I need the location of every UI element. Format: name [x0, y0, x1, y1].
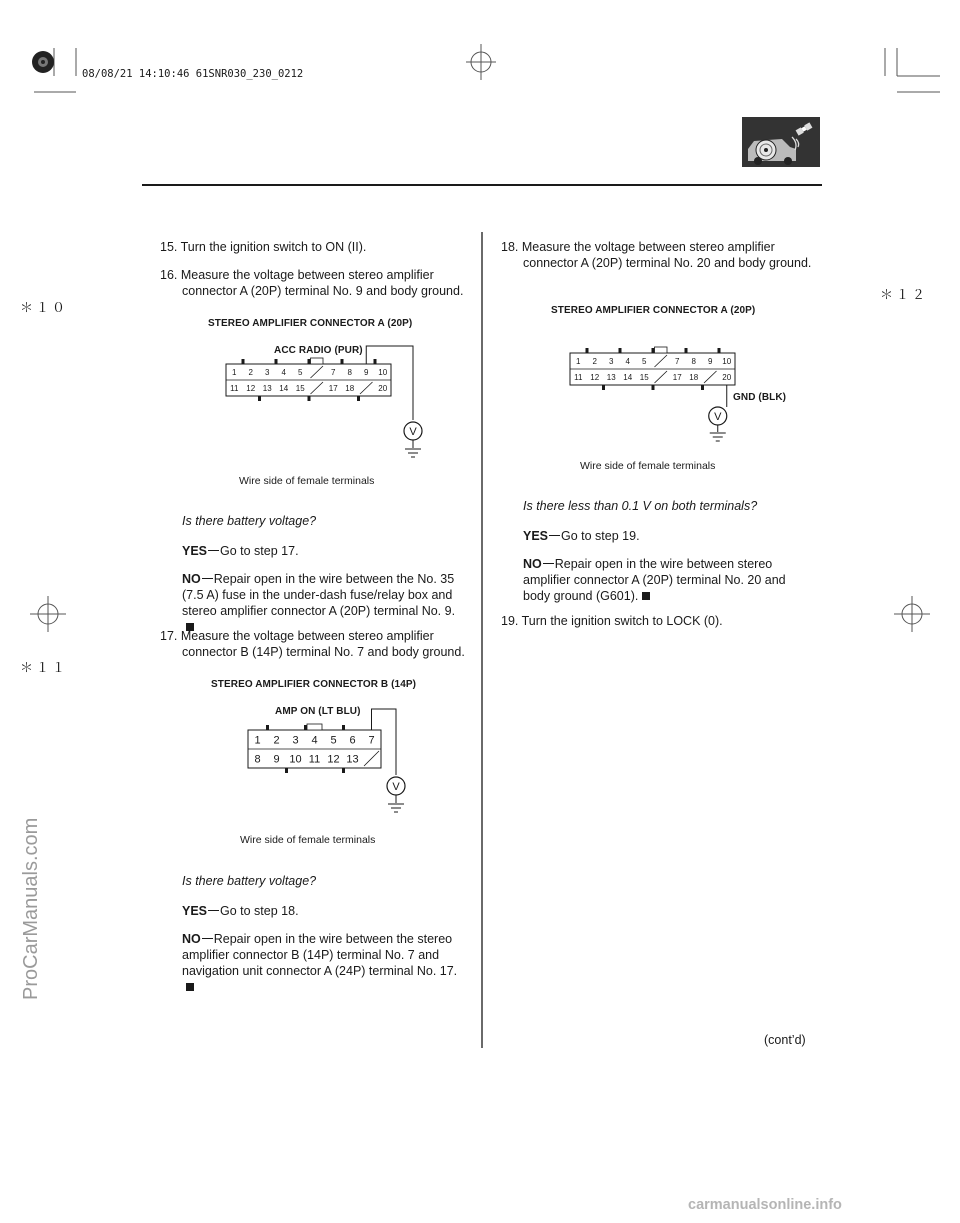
terminal-number: 18: [689, 372, 699, 382]
terminal-number: 2: [248, 367, 253, 377]
connector-pin-mark: [342, 768, 345, 773]
connector-a-diagram-1: [210, 336, 450, 466]
connector-pin-mark: [342, 725, 345, 730]
continued-label: (cont’d): [764, 1033, 806, 1047]
step-19: 19. Turn the ignition switch to LOCK (0).: [501, 614, 723, 628]
connector-pin-mark: [652, 348, 655, 353]
end-square-icon: [186, 983, 194, 991]
terminal-number: 17: [672, 372, 682, 382]
diagram-1-caption: Wire side of female terminals: [239, 475, 375, 487]
no-text: Repair open in the wire between the stereo amplifier connector B (14P) terminal No. 7 and navigation unit connector A (24P) terminal No. 17.: [182, 932, 458, 978]
terminal-number: 12: [246, 383, 256, 393]
connector-pin-mark: [586, 348, 589, 353]
terminal-number: 7: [368, 734, 375, 747]
diagram-2-title: STEREO AMPLIFIER CONNECTOR B (14P): [211, 679, 417, 690]
no-answer-2: [182, 931, 467, 995]
terminal-number: 14: [623, 372, 633, 382]
terminal-number: 5: [642, 356, 647, 366]
voltmeter-label: V: [409, 426, 417, 438]
connector-pin-mark: [308, 396, 311, 401]
terminal-number: 4: [311, 734, 318, 747]
terminal-number: 20: [722, 372, 732, 382]
no-answer-3: [523, 556, 803, 604]
terminal-number: 2: [273, 734, 280, 747]
terminal-number: 5: [330, 734, 337, 747]
terminal-number: 8: [254, 753, 261, 766]
terminal-number: 3: [265, 367, 270, 377]
terminal-number: 3: [292, 734, 299, 747]
yes-label: YES: [523, 529, 549, 543]
step-17: 17. Measure the voltage between stereo amplifier connector B (14P) terminal No. 7 and body ground.: [160, 629, 465, 659]
watermark-text: ProCarManuals.com: [20, 817, 42, 1000]
voltmeter-label: V: [392, 781, 400, 793]
connector-pin-mark: [701, 385, 704, 390]
connector-lock-tab: [307, 724, 322, 730]
connector-lock-tab: [311, 358, 324, 364]
terminal-number: 12: [327, 753, 340, 766]
terminal-number: 10: [378, 367, 388, 377]
terminal-number: 6: [349, 734, 356, 747]
connector-pin-mark: [602, 385, 605, 390]
connector-pin-mark: [242, 359, 245, 364]
audio-navigation-section-icon: [742, 117, 820, 167]
question-1: Is there battery voltage?: [182, 514, 317, 528]
terminal-number: 1: [232, 367, 237, 377]
terminal-number: 20: [378, 383, 388, 393]
page-marker-12: ＊１２: [880, 288, 929, 303]
question-2: Is there battery voltage?: [182, 874, 317, 888]
connector-pin-mark: [275, 359, 278, 364]
terminal-number: 10: [289, 753, 302, 766]
terminal-number: 10: [722, 356, 732, 366]
terminal-number: 8: [347, 367, 352, 377]
terminal-number: 17: [328, 383, 338, 393]
page-marker-11: ＊１１: [20, 661, 69, 676]
diagram-1-title: STEREO AMPLIFIER CONNECTOR A (20P): [208, 318, 413, 329]
yes-text: Go to step 17.: [220, 544, 299, 558]
terminal-number: 2: [592, 356, 597, 366]
connector-pin-mark: [652, 385, 655, 390]
no-label: NO: [182, 572, 201, 586]
no-answer-1: [182, 571, 457, 635]
step-18: 18. Measure the voltage between stereo amplifier connector A (20P) terminal No. 20 and body ground.: [501, 240, 812, 270]
terminal-number: 7: [331, 367, 336, 377]
yes-answer-3: [523, 528, 640, 544]
terminal-number: 18: [345, 383, 355, 393]
connector-pin-mark: [308, 359, 311, 364]
step-15: 15. Turn the ignition switch to ON (II).: [160, 240, 367, 254]
terminal-number: 1: [254, 734, 261, 747]
diagram-1-wire-label: ACC RADIO (PUR): [274, 345, 363, 356]
connector-pin-mark: [718, 348, 721, 353]
connector-pin-mark: [374, 359, 377, 364]
yes-text: Go to step 18.: [220, 904, 299, 918]
page-marker-10: ＊１０: [20, 301, 69, 316]
no-label: NO: [523, 557, 542, 571]
connector-a-diagram-2: [565, 345, 755, 450]
connector-pin-mark: [304, 725, 307, 730]
terminal-number: 11: [230, 383, 239, 393]
terminal-number: 7: [675, 356, 680, 366]
terminal-number: 3: [609, 356, 614, 366]
yes-label: YES: [182, 904, 208, 918]
step-16: 16. Measure the voltage between stereo amplifier connector A (20P) terminal No. 9 and body ground.: [160, 268, 464, 298]
terminal-number: 15: [639, 372, 649, 382]
connector-pin-mark: [341, 359, 344, 364]
connector-b-diagram: [240, 700, 420, 830]
voltmeter-label: V: [714, 411, 722, 423]
terminal-number: 13: [606, 372, 616, 382]
connector-pin-mark: [619, 348, 622, 353]
terminal-number: 4: [281, 367, 286, 377]
footer-brand: carmanualsonline.info: [688, 1197, 842, 1213]
no-text: Repair open in the wire between stereo amplifier connector A (20P) terminal No. 20 and body ground (G601).: [523, 557, 786, 603]
no-text: Repair open in the wire between the No. 35 (7.5 A) fuse in the under-dash fuse/relay box and stereo amplifier connector A (20P) terminal No. 9.: [182, 572, 456, 618]
diagram-3-caption: Wire side of female terminals: [580, 460, 716, 472]
terminal-number: 8: [691, 356, 696, 366]
print-stamp: 08/08/21 14:10:46 61SNR030_230_0212: [82, 68, 304, 80]
terminal-number: 4: [625, 356, 630, 366]
question-3: Is there less than 0.1 V on both terminals?: [523, 499, 758, 513]
diagram-2-caption: Wire side of female terminals: [240, 834, 376, 846]
terminal-number: 14: [279, 383, 289, 393]
terminal-number: 13: [262, 383, 272, 393]
terminal-number: 11: [574, 372, 583, 382]
terminal-number: 9: [364, 367, 369, 377]
connector-pin-mark: [285, 768, 288, 773]
connector-pin-mark: [685, 348, 688, 353]
terminal-number: 12: [590, 372, 600, 382]
yes-answer-2: [182, 903, 299, 919]
terminal-number: 9: [273, 753, 280, 766]
terminal-number: 9: [708, 356, 713, 366]
end-square-icon: [642, 592, 650, 600]
connector-pin-mark: [266, 725, 269, 730]
diagram-2-wire-label: AMP ON (LT BLU): [275, 706, 361, 717]
connector-lock-tab: [655, 347, 668, 353]
terminal-number: 5: [298, 367, 303, 377]
yes-answer-1: [182, 543, 299, 559]
no-label: NO: [182, 932, 201, 946]
yes-label: YES: [182, 544, 208, 558]
terminal-number: 1: [576, 356, 581, 366]
terminal-number: 11: [308, 753, 321, 766]
yes-text: Go to step 19.: [561, 529, 640, 543]
connector-pin-mark: [357, 396, 360, 401]
connector-pin-mark: [258, 396, 261, 401]
terminal-number: 15: [295, 383, 305, 393]
diagram-3-wire-label: GND (BLK): [733, 392, 787, 403]
diagram-3-title: STEREO AMPLIFIER CONNECTOR A (20P): [551, 305, 756, 316]
terminal-number: 13: [346, 753, 359, 766]
